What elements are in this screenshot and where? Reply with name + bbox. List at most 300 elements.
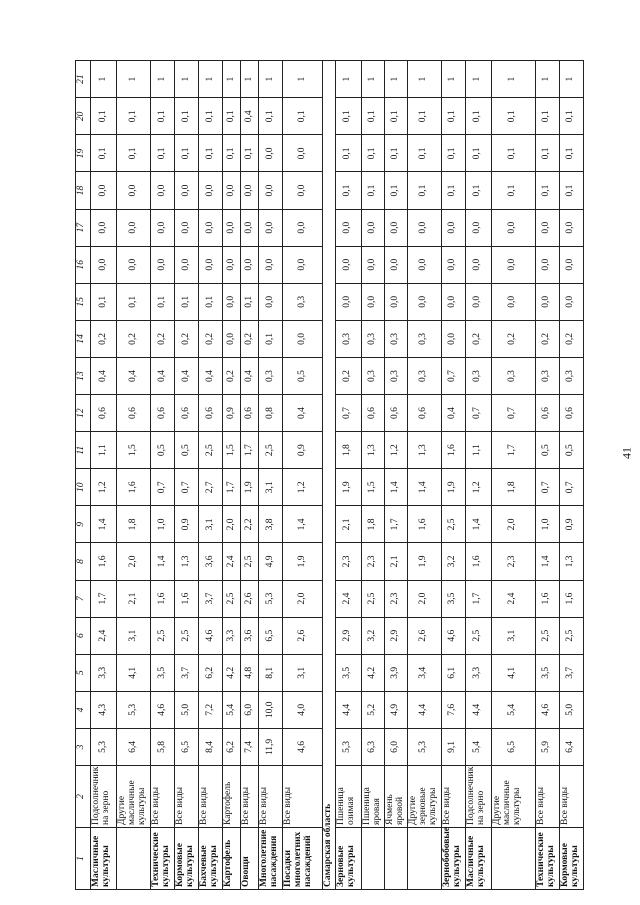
value-cell: 1,1 (91, 432, 117, 469)
value-cell: 5,3 (259, 580, 283, 617)
value-cell: 0,0 (283, 172, 323, 209)
value-cell: 1 (407, 61, 441, 98)
crop-group-cell: Технические культуры (535, 828, 559, 890)
value-cell: 0,2 (117, 320, 151, 357)
value-cell: 0,1 (175, 98, 199, 135)
column-header: 12 (76, 395, 91, 432)
crop-type-cell: Все виды (283, 766, 323, 828)
value-cell: 1,6 (465, 543, 491, 580)
crop-group-cell (384, 828, 407, 890)
value-cell: 6,2 (223, 728, 241, 765)
value-cell: 0,0 (491, 283, 535, 320)
column-header: 13 (76, 357, 91, 394)
value-cell: 0,0 (91, 209, 117, 246)
value-cell: 0,0 (175, 172, 199, 209)
crop-type-cell: Пшеница озимая (335, 766, 361, 828)
value-cell: 0,0 (559, 283, 583, 320)
value-cell: 0,9 (283, 432, 323, 469)
crop-type-cell: Все виды (199, 766, 223, 828)
table-row (241, 61, 259, 890)
value-cell: 0,0 (259, 209, 283, 246)
value-cell: 3,4 (407, 654, 441, 691)
value-cell: 2,3 (491, 543, 535, 580)
value-cell: 0,0 (465, 246, 491, 283)
table-row (175, 61, 199, 890)
table-row (384, 61, 407, 890)
value-cell: 1,9 (407, 543, 441, 580)
column-header: 3 (76, 728, 91, 765)
value-cell: 0,0 (535, 246, 559, 283)
value-cell: 0,1 (535, 98, 559, 135)
value-cell: 5,0 (175, 691, 199, 728)
value-cell: 2,0 (491, 506, 535, 543)
value-cell: 0,0 (259, 246, 283, 283)
crop-type-cell: Другие масличные культуры (491, 766, 535, 828)
value-cell: 0,4 (91, 357, 117, 394)
value-cell: 4,4 (465, 691, 491, 728)
value-cell: 0,3 (335, 320, 361, 357)
value-cell: 2,6 (407, 617, 441, 654)
value-cell: 0,4 (441, 395, 465, 432)
value-cell: 0,6 (199, 395, 223, 432)
value-cell: 0,1 (361, 172, 384, 209)
value-cell: 11,9 (259, 728, 283, 765)
value-cell: 0,2 (465, 320, 491, 357)
value-cell: 7,6 (441, 691, 465, 728)
value-cell: 5,9 (535, 728, 559, 765)
value-cell: 6,4 (117, 728, 151, 765)
value-cell: 2,5 (223, 580, 241, 617)
value-cell: 5,3 (335, 728, 361, 765)
value-cell: 0,0 (407, 283, 441, 320)
value-cell: 3,1 (199, 506, 223, 543)
value-cell: 3,5 (535, 654, 559, 691)
table-row (491, 61, 535, 890)
value-cell: 4,6 (441, 617, 465, 654)
crop-type-cell: Картофель (223, 766, 241, 828)
value-cell: 0,1 (535, 135, 559, 172)
crop-type-cell: Пшеница яровая (361, 766, 384, 828)
value-cell: 0,2 (535, 320, 559, 357)
value-cell: 0,3 (361, 357, 384, 394)
value-cell: 0,1 (241, 135, 259, 172)
value-cell: 0,3 (407, 357, 441, 394)
value-cell: 1,5 (223, 432, 241, 469)
value-cell: 2,9 (384, 617, 407, 654)
value-cell: 0,3 (465, 357, 491, 394)
value-cell: 3,6 (199, 543, 223, 580)
value-cell: 4,2 (223, 654, 241, 691)
value-cell: 0,0 (223, 283, 241, 320)
value-cell: 2,9 (335, 617, 361, 654)
value-cell: 0,1 (241, 283, 259, 320)
value-cell: 0,1 (384, 98, 407, 135)
value-cell: 0,0 (441, 209, 465, 246)
value-cell: 1,2 (465, 469, 491, 506)
value-cell: 9,1 (441, 728, 465, 765)
value-cell: 0,3 (535, 357, 559, 394)
column-header: 6 (76, 617, 91, 654)
value-cell: 1,7 (384, 506, 407, 543)
crop-group-cell: Овощи (241, 828, 259, 890)
table-row (283, 61, 323, 890)
table-row (199, 61, 223, 890)
crop-group-cell (407, 828, 441, 890)
value-cell: 0,4 (283, 395, 323, 432)
value-cell: 0,1 (465, 172, 491, 209)
value-cell: 0,1 (535, 172, 559, 209)
table-row (259, 61, 283, 890)
value-cell: 4,9 (384, 691, 407, 728)
value-cell: 0,1 (223, 98, 241, 135)
crop-type-cell: Все виды (535, 766, 559, 828)
value-cell: 1,8 (491, 469, 535, 506)
value-cell: 2,4 (335, 580, 361, 617)
value-cell: 0,0 (283, 135, 323, 172)
value-cell: 2,5 (441, 506, 465, 543)
value-cell: 2,0 (407, 580, 441, 617)
value-cell: 0,3 (384, 320, 407, 357)
value-cell: 0,2 (199, 320, 223, 357)
crop-group-cell: Масличные культуры (465, 828, 491, 890)
value-cell: 0,0 (91, 246, 117, 283)
crop-group-cell: Технические культуры (151, 828, 175, 890)
value-cell: 0,1 (151, 283, 175, 320)
value-cell: 0,0 (384, 246, 407, 283)
header-row (76, 61, 91, 890)
value-cell: 2,4 (223, 543, 241, 580)
value-cell: 0,0 (465, 283, 491, 320)
value-cell: 1 (535, 61, 559, 98)
coefficients-table (75, 60, 584, 890)
value-cell: 1 (384, 61, 407, 98)
value-cell: 0,9 (223, 395, 241, 432)
value-cell: 1 (223, 61, 241, 98)
value-cell: 0,1 (335, 98, 361, 135)
value-cell: 0,1 (199, 98, 223, 135)
table-row (535, 61, 559, 890)
value-cell: 0,1 (491, 172, 535, 209)
value-cell: 0,0 (283, 320, 323, 357)
value-cell: 0,3 (259, 357, 283, 394)
value-cell: 0,0 (491, 246, 535, 283)
value-cell: 0,0 (361, 246, 384, 283)
crop-type-cell: Подсолнечник на зерно (91, 766, 117, 828)
value-cell: 3,3 (91, 654, 117, 691)
value-cell: 1,7 (465, 580, 491, 617)
table-body (91, 61, 584, 890)
value-cell: 0,2 (91, 320, 117, 357)
region-title: Самарская область (323, 61, 336, 890)
value-cell: 0,0 (199, 172, 223, 209)
value-cell: 0,6 (117, 395, 151, 432)
value-cell: 3,7 (199, 580, 223, 617)
crop-type-cell: Подсолнечник на зерно (465, 766, 491, 828)
value-cell: 2,0 (117, 543, 151, 580)
value-cell: 5,4 (465, 728, 491, 765)
value-cell: 1,9 (335, 469, 361, 506)
value-cell: 0,6 (361, 395, 384, 432)
value-cell: 0,0 (151, 209, 175, 246)
value-cell: 0,0 (259, 172, 283, 209)
value-cell: 1,7 (223, 469, 241, 506)
value-cell: 0,1 (283, 98, 323, 135)
value-cell: 0,4 (151, 357, 175, 394)
value-cell: 1,6 (441, 432, 465, 469)
value-cell: 0,5 (151, 432, 175, 469)
crop-type-cell: Все виды (259, 766, 283, 828)
crop-group-cell (117, 828, 151, 890)
value-cell: 1 (361, 61, 384, 98)
crop-type-cell: Все виды (441, 766, 465, 828)
value-cell: 0,0 (151, 246, 175, 283)
value-cell: 0,1 (441, 98, 465, 135)
value-cell: 2,5 (535, 617, 559, 654)
value-cell: 5,3 (91, 728, 117, 765)
value-cell: 10,0 (259, 691, 283, 728)
value-cell: 3,8 (259, 506, 283, 543)
value-cell: 0,1 (559, 98, 583, 135)
value-cell: 0,1 (199, 283, 223, 320)
page-number: 41 (619, 447, 634, 459)
value-cell: 3,1 (259, 469, 283, 506)
value-cell: 4,6 (535, 691, 559, 728)
value-cell: 4,4 (335, 691, 361, 728)
value-cell: 1 (491, 61, 535, 98)
value-cell: 2,5 (199, 432, 223, 469)
value-cell: 6,3 (361, 728, 384, 765)
crop-group-cell: Многолетние насаждения (259, 828, 283, 890)
value-cell: 4,9 (259, 543, 283, 580)
value-cell: 0,8 (259, 395, 283, 432)
value-cell: 0,6 (535, 395, 559, 432)
value-cell: 0,4 (199, 357, 223, 394)
value-cell: 0,3 (361, 320, 384, 357)
value-cell: 5,2 (361, 691, 384, 728)
value-cell: 2,1 (335, 506, 361, 543)
table-row (559, 61, 583, 890)
value-cell: 3,3 (465, 654, 491, 691)
value-cell: 0,6 (241, 395, 259, 432)
value-cell: 0,1 (199, 135, 223, 172)
value-cell: 0,1 (441, 172, 465, 209)
value-cell: 3,5 (441, 580, 465, 617)
value-cell: 2,2 (241, 506, 259, 543)
column-header: 18 (76, 172, 91, 209)
value-cell: 0,0 (199, 209, 223, 246)
value-cell: 3,7 (175, 654, 199, 691)
crop-group-cell: Масличные культуры (91, 828, 117, 890)
column-header: 1 (76, 828, 91, 890)
value-cell: 1,5 (361, 469, 384, 506)
value-cell: 1,4 (407, 469, 441, 506)
value-cell: 0,0 (117, 246, 151, 283)
crop-group-cell: Посадки многолетних насаждений (283, 828, 323, 890)
value-cell: 0,0 (361, 283, 384, 320)
value-cell: 6,0 (241, 691, 259, 728)
value-cell: 1,7 (491, 432, 535, 469)
value-cell: 5,3 (407, 728, 441, 765)
value-cell: 0,6 (407, 395, 441, 432)
value-cell: 0,1 (441, 135, 465, 172)
value-cell: 0,3 (283, 283, 323, 320)
value-cell: 2,5 (175, 617, 199, 654)
value-cell: 1,4 (384, 469, 407, 506)
value-cell: 1,8 (335, 432, 361, 469)
value-cell: 0,0 (259, 135, 283, 172)
value-cell: 0,1 (407, 98, 441, 135)
table-row (91, 61, 117, 890)
value-cell: 7,2 (199, 691, 223, 728)
value-cell: 3,2 (441, 543, 465, 580)
value-cell: 4,1 (491, 654, 535, 691)
value-cell: 1,4 (283, 506, 323, 543)
value-cell: 0,7 (151, 469, 175, 506)
value-cell: 0,1 (223, 135, 241, 172)
column-header: 9 (76, 506, 91, 543)
value-cell: 7,4 (241, 728, 259, 765)
value-cell: 3,9 (384, 654, 407, 691)
value-cell: 4,6 (151, 691, 175, 728)
rotated-table-container (75, 60, 617, 890)
value-cell: 0,0 (535, 283, 559, 320)
table-row (151, 61, 175, 890)
value-cell: 3,7 (559, 654, 583, 691)
table-row (465, 61, 491, 890)
value-cell: 0,1 (91, 135, 117, 172)
value-cell: 0,0 (223, 246, 241, 283)
value-cell: 0,2 (241, 320, 259, 357)
value-cell: 1,6 (151, 580, 175, 617)
value-cell: 2,3 (361, 543, 384, 580)
value-cell: 1 (259, 61, 283, 98)
value-cell: 2,3 (384, 580, 407, 617)
value-cell: 0,0 (199, 246, 223, 283)
column-header: 15 (76, 283, 91, 320)
crop-group-cell: Зерновые культуры (335, 828, 361, 890)
value-cell: 0,6 (175, 395, 199, 432)
value-cell: 0,1 (407, 172, 441, 209)
value-cell: 0,0 (223, 172, 241, 209)
value-cell: 1 (241, 61, 259, 98)
value-cell: 2,5 (241, 543, 259, 580)
value-cell: 1,1 (465, 432, 491, 469)
value-cell: 0,5 (535, 432, 559, 469)
column-header: 19 (76, 135, 91, 172)
value-cell: 3,3 (223, 617, 241, 654)
value-cell: 1,3 (175, 543, 199, 580)
value-cell: 0,0 (335, 246, 361, 283)
value-cell: 1,6 (407, 506, 441, 543)
value-cell: 4,2 (361, 654, 384, 691)
region-row (323, 61, 336, 890)
value-cell: 1,7 (91, 580, 117, 617)
value-cell: 0,1 (151, 135, 175, 172)
value-cell: 0,1 (259, 320, 283, 357)
column-header: 11 (76, 432, 91, 469)
value-cell: 0,0 (151, 172, 175, 209)
value-cell: 4,8 (241, 654, 259, 691)
value-cell: 0,0 (407, 209, 441, 246)
value-cell: 0,0 (117, 172, 151, 209)
value-cell: 2,1 (117, 580, 151, 617)
crop-type-cell: Все виды (241, 766, 259, 828)
value-cell: 0,1 (384, 135, 407, 172)
value-cell: 0,2 (223, 357, 241, 394)
value-cell: 4,1 (117, 654, 151, 691)
value-cell: 5,3 (117, 691, 151, 728)
value-cell: 0,0 (384, 209, 407, 246)
value-cell: 4,6 (199, 617, 223, 654)
crop-group-cell: Бахчевые культуры (199, 828, 223, 890)
value-cell: 0,4 (175, 357, 199, 394)
value-cell: 6,5 (259, 617, 283, 654)
value-cell: 2,5 (259, 432, 283, 469)
value-cell: 1,5 (117, 432, 151, 469)
value-cell: 1 (91, 61, 117, 98)
value-cell: 0,4 (241, 98, 259, 135)
value-cell: 0,0 (559, 209, 583, 246)
value-cell: 0,0 (407, 246, 441, 283)
crop-type-cell: Другие зерновые культуры (407, 766, 441, 828)
column-header: 10 (76, 469, 91, 506)
value-cell: 0,0 (223, 209, 241, 246)
value-cell: 0,1 (175, 135, 199, 172)
value-cell: 0,3 (384, 357, 407, 394)
value-cell: 6,1 (441, 654, 465, 691)
value-cell: 0,5 (559, 432, 583, 469)
crop-group-cell (491, 828, 535, 890)
crop-type-cell: Все виды (559, 766, 583, 828)
value-cell: 0,1 (335, 172, 361, 209)
value-cell: 5,8 (151, 728, 175, 765)
crop-type-cell: Другие масличные культуры (117, 766, 151, 828)
column-header: 20 (76, 98, 91, 135)
value-cell: 2,5 (465, 617, 491, 654)
value-cell: 0,1 (91, 283, 117, 320)
value-cell: 0,1 (151, 98, 175, 135)
value-cell: 1,6 (559, 580, 583, 617)
value-cell: 2,5 (361, 580, 384, 617)
value-cell: 0,7 (535, 469, 559, 506)
value-cell: 0,7 (441, 357, 465, 394)
value-cell: 2,5 (559, 617, 583, 654)
value-cell: 4,6 (283, 728, 323, 765)
value-cell: 0,2 (559, 320, 583, 357)
crop-group-cell: Кормовые культуры (559, 828, 583, 890)
value-cell: 2,0 (283, 580, 323, 617)
column-header: 21 (76, 61, 91, 98)
value-cell: 0,0 (384, 283, 407, 320)
value-cell: 0,6 (559, 395, 583, 432)
value-cell: 0,7 (335, 395, 361, 432)
value-cell: 0,0 (283, 209, 323, 246)
crop-type-cell: Все виды (175, 766, 199, 828)
value-cell: 1,4 (535, 543, 559, 580)
value-cell: 5,4 (223, 691, 241, 728)
table-row (361, 61, 384, 890)
crop-group-cell: Кормовые культуры (175, 828, 199, 890)
table-row (441, 61, 465, 890)
value-cell: 0,1 (559, 172, 583, 209)
value-cell: 6,2 (199, 654, 223, 691)
value-cell: 1,2 (283, 469, 323, 506)
value-cell: 0,0 (335, 209, 361, 246)
table-row (117, 61, 151, 890)
value-cell: 0,1 (259, 98, 283, 135)
value-cell: 2,3 (335, 543, 361, 580)
table-row (335, 61, 361, 890)
